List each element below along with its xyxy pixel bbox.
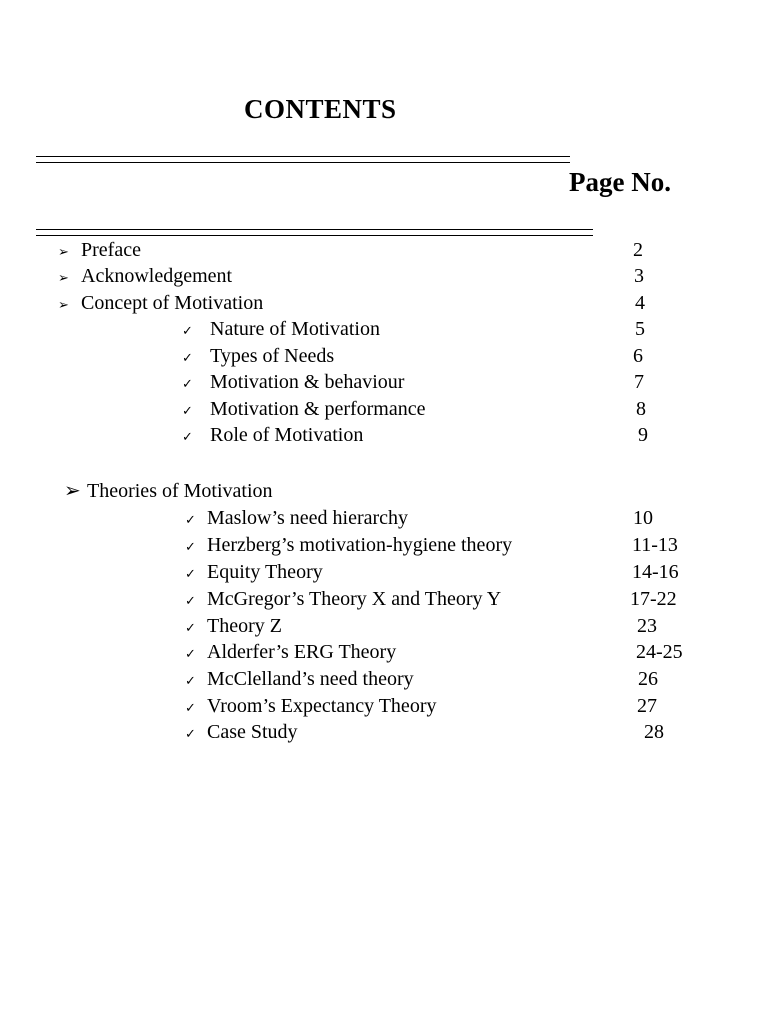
toc-entry-types-of-needs [0,344,768,368]
toc-entry-label: Motivation & behaviour [210,371,405,393]
toc-entry-equity-theory [0,560,768,584]
toc-entry-page: 4 [635,292,645,314]
toc-entry-case-study [0,720,768,744]
check-bullet-icon: ✓ [185,726,196,741]
toc-entry-page: 28 [644,721,664,743]
page-no-header: Page No. [569,167,671,197]
toc-entry-maslow [0,506,768,530]
toc-entry-label: Theory Z [207,615,282,637]
toc-entry-mcclelland [0,667,768,691]
toc-entry-vroom [0,694,768,718]
toc-entry-page: 26 [638,668,658,690]
toc-entry-alderfer [0,640,768,664]
toc-entry-page: 8 [636,398,646,420]
toc-entry-concept-of-motivation [0,291,768,315]
toc-entry-label: Equity Theory [207,561,323,583]
toc-entry-label: Theories of Motivation [87,480,273,502]
toc-entry-label: McGregor’s Theory X and Theory Y [207,588,502,610]
toc-entry-page: 11-13 [632,534,678,556]
toc-entry-page: 14-16 [632,561,679,583]
toc-entry-herzberg [0,533,768,557]
toc-entry-page: 7 [634,371,644,393]
toc-entry-label: Alderfer’s ERG Theory [207,641,397,663]
arrow-bullet-icon: ➢ [58,244,69,259]
arrow-bullet-icon: ➢ [64,480,81,502]
toc-entry-acknowledgement [0,264,768,288]
toc-entry-label: Case Study [207,721,298,743]
toc-entry-label: Motivation & performance [210,398,426,420]
toc-entry-role-of-motivation [0,423,768,447]
check-bullet-icon: ✓ [182,323,193,338]
toc-entry-nature-of-motivation [0,317,768,341]
toc-entry-label: Concept of Motivation [81,292,264,314]
check-bullet-icon: ✓ [182,376,193,391]
toc-entry-theory-z [0,614,768,638]
toc-entry-page: 6 [633,345,643,367]
check-bullet-icon: ✓ [182,403,193,418]
check-bullet-icon: ✓ [185,646,196,661]
toc-entry-label: Acknowledgement [81,265,233,287]
check-bullet-icon: ✓ [182,350,193,365]
check-bullet-icon: ✓ [185,512,196,527]
top-double-rule [36,156,570,163]
toc-entry-motivation-performance [0,397,768,421]
check-bullet-icon: ✓ [185,700,196,715]
check-bullet-icon: ✓ [185,673,196,688]
toc-entry-label: Herzberg’s motivation-hygiene theory [207,534,513,556]
check-bullet-icon: ✓ [185,620,196,635]
toc-entry-page: 3 [634,265,644,287]
toc-entry-theories-of-motivation [0,479,768,503]
toc-entry-page: 27 [637,695,657,717]
toc-entry-label: McClelland’s need theory [207,668,414,690]
toc-entry-preface [0,238,768,262]
check-bullet-icon: ✓ [182,429,193,444]
toc-entry-page: 24-25 [636,641,683,663]
check-bullet-icon: ✓ [185,593,196,608]
check-bullet-icon: ✓ [185,539,196,554]
toc-entry-mcgregor [0,587,768,611]
toc-entry-page: 23 [637,615,657,637]
toc-entry-label: Maslow’s need hierarchy [207,507,409,529]
bottom-double-rule [36,229,593,236]
toc-entry-page: 17-22 [630,588,677,610]
arrow-bullet-icon: ➢ [58,297,69,312]
toc-entry-page: 10 [633,507,653,529]
toc-entry-page: 9 [638,424,648,446]
toc-entry-motivation-behaviour [0,370,768,394]
toc-entry-page: 5 [635,318,645,340]
contents-heading: CONTENTS [244,94,397,124]
arrow-bullet-icon: ➢ [58,270,69,285]
toc-entry-label: Nature of Motivation [210,318,380,340]
toc-entry-page: 2 [633,239,643,261]
toc-entry-label: Vroom’s Expectancy Theory [207,695,437,717]
toc-entry-label: Role of Motivation [210,424,364,446]
toc-entry-label: Preface [81,239,141,261]
check-bullet-icon: ✓ [185,566,196,581]
toc-entry-label: Types of Needs [210,345,335,367]
